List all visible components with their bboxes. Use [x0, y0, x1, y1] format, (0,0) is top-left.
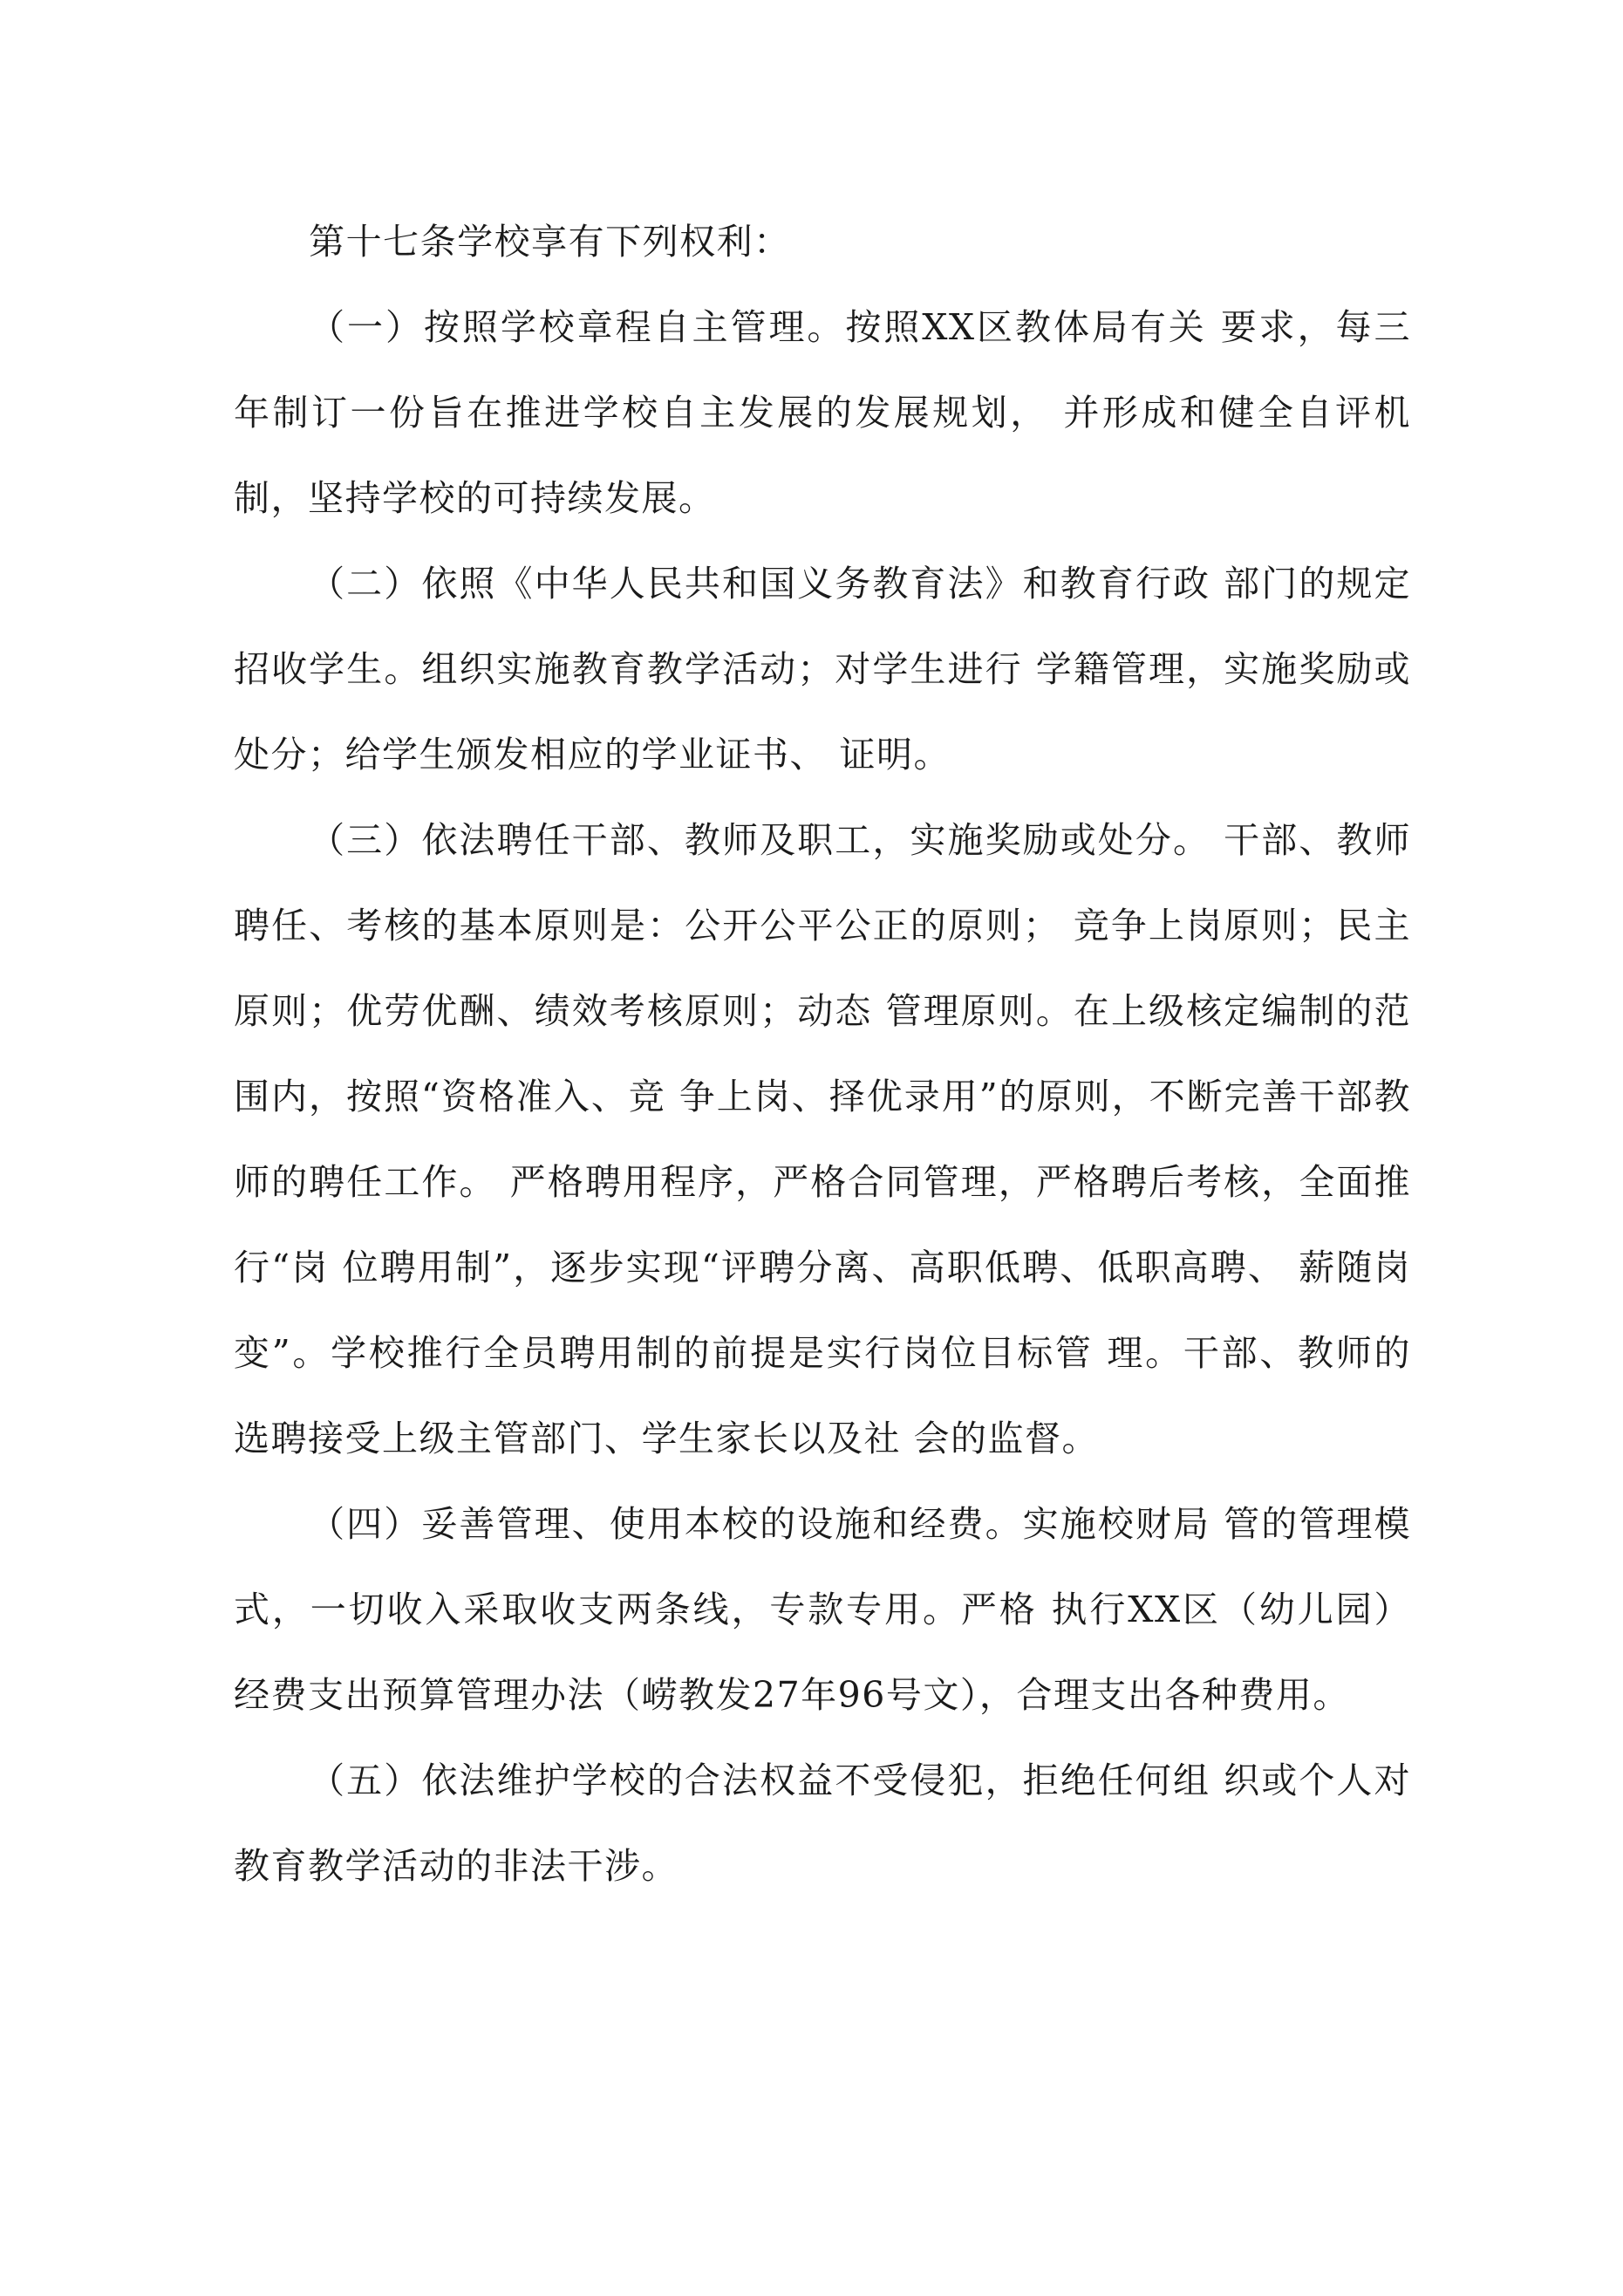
paragraph-item-2: （二）依照《中华人民共和国义务教育法》和教育行政 部门的规定招收学生。组织实施教育教学活动；对学生进行 学籍管理，实施奖励或处分；给学生颁发相应的学业证书、 证明。 [234, 563, 1411, 776]
paragraph-item-1: （一）按照学校章程自主管理。按照XX区教体局有关 要求，每三年制订一份旨在推进学校自主发展的发展规划， 并形成和健全自评机制，坚持学校的可持续发展。 [234, 306, 1411, 519]
paragraph-item-5: （五）依法维护学校的合法权益不受侵犯，拒绝任何组 织或个人对教育教学活动的非法干涉。 [234, 1760, 1411, 1887]
article-heading: 第十七条学校享有下列权利： [309, 221, 791, 263]
document-body [234, 199, 1411, 1909]
paragraph-item-4: （四）妥善管理、使用本校的设施和经费。实施校财局 管的管理模式，一切收入采取收支两条线，专款专用。严格 执行XX区（幼儿园）经费支出预算管理办法（崂教发27年96号文），合理支出各种费用。 [234, 1503, 1411, 1716]
paragraph-item-3: （三）依法聘任干部、教师及职工，实施奖励或处分。 干部、教师聘任、考核的基本原则是：公开公平公正的原则； 竞争上岗原则；民主原则；优劳优酬、绩效考核原则；动态 管理原则。在上级核定编制的范围内，按照“资格准入、竞 争上岗、择优录用”的原则，不断完善干部教师的聘任工作。 严格聘用程序，严格合同管理，严格聘后考核，全面推行“岗 位聘用制”，逐步实现“评聘分离、高职低聘、低职高聘、 薪随岗变”。学校推行全员聘用制的前提是实行岗位目标管 理。干部、教师的选聘接受上级主管部门、学生家长以及社 会的监督。 [234, 819, 1411, 1459]
